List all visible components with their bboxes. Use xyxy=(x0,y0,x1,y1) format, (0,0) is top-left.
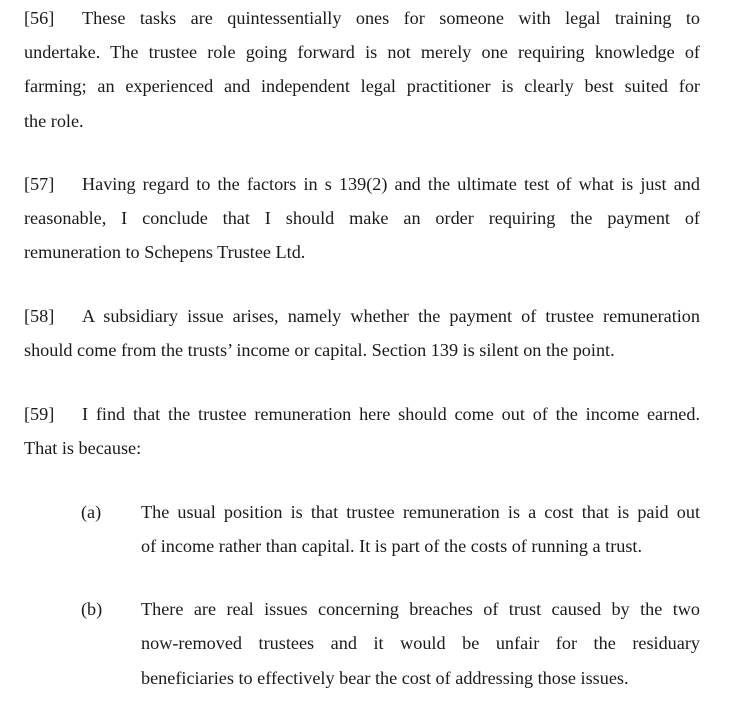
paragraph-line xyxy=(24,167,700,201)
paragraph-line: That is because: xyxy=(24,438,142,458)
paragraph-number: [59] xyxy=(24,404,55,424)
paragraph-text: Having regard to the factors in s 139(2) and the ultimate test of what is just and xyxy=(82,174,700,194)
subitem-label: (a) xyxy=(81,502,102,522)
paragraph-number: [57] xyxy=(24,174,55,194)
subitem-line: There are real issues concerning breaches of trust caused by the two xyxy=(141,599,700,619)
paragraph-line: the role. xyxy=(24,111,84,131)
subitem-line: of income rather than capital. It is part of the costs of running a trust. xyxy=(141,536,643,556)
subitem-label: (b) xyxy=(81,599,103,619)
paragraph-line: farming; an experienced and independent legal practitioner is clearly best suited for xyxy=(24,76,700,96)
paragraph-text: These tasks are quintessentially ones for someone with legal training to xyxy=(82,8,700,28)
paragraph-line: reasonable, I conclude that I should make an order requiring the payment of xyxy=(24,208,700,228)
paragraph-line xyxy=(24,1,700,35)
subitem-line: now-removed trustees and it would be unfair for the residuary xyxy=(141,633,700,653)
subitem-line: beneficiaries to effectively bear the cost of addressing those issues. xyxy=(141,668,629,688)
paragraph-line: remuneration to Schepens Trustee Ltd. xyxy=(24,242,306,262)
paragraph-text: I find that the trustee remuneration here should come out of the income earned. xyxy=(82,404,700,424)
paragraph-line xyxy=(24,299,700,333)
paragraph-line xyxy=(24,397,700,431)
paragraph-line: should come from the trusts’ income or capital. Section 139 is silent on the point. xyxy=(24,340,615,360)
paragraph-number: [56] xyxy=(24,8,55,28)
paragraph-number: [58] xyxy=(24,306,55,326)
paragraph-text: A subsidiary issue arises, namely whether the payment of trustee remuneration xyxy=(82,306,700,326)
subitem-line: The usual position is that trustee remuneration is a cost that is paid out xyxy=(141,502,700,522)
paragraph-line: undertake. The trustee role going forward is not merely one requiring knowledge of xyxy=(24,42,700,62)
